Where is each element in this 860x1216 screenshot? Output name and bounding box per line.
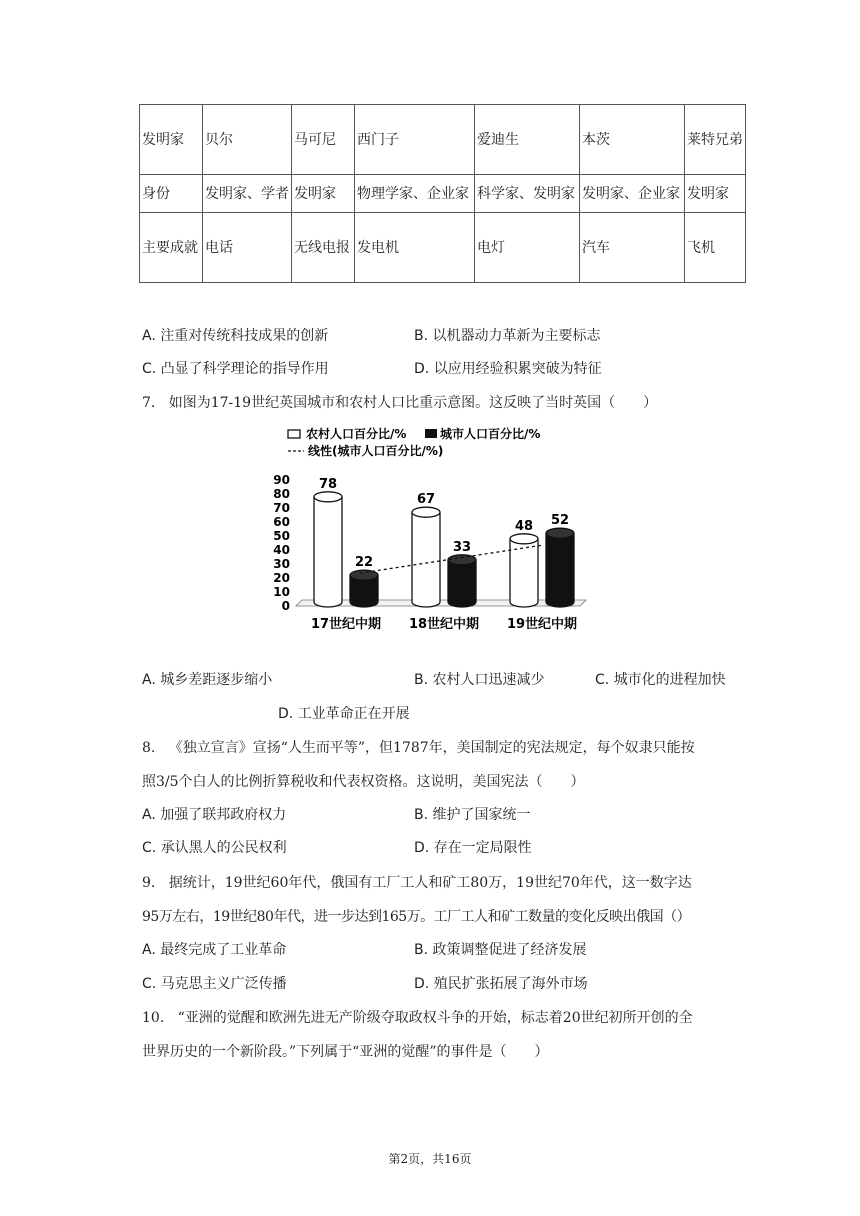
table-cell: 汽车 (580, 213, 685, 283)
option-text: 城乡差距逐步缩小 (160, 672, 273, 688)
bar-top-urban-1 (448, 555, 476, 565)
q6-option-b[interactable] (414, 326, 601, 346)
data-label-rural-0: 78 (318, 476, 338, 492)
bar-top-rural-1 (412, 507, 440, 517)
question-text: 《独立宣言》宣扬“人生而平等”，但1787年，美国制定的宪法规定，每个奴隶只能按 (168, 740, 695, 756)
option-text: 注重对传统科技成果的创新 (160, 328, 329, 344)
table-cell: 发明家 (292, 175, 355, 213)
option-text: 以应用经验积累突破为特征 (433, 361, 602, 377)
legend-label-urban: 城市人口百分比/% (440, 427, 541, 441)
y-tick-label-9: 90 (273, 473, 290, 487)
question-text: 据统计，19世纪60年代，俄国有工厂工人和矿工80万，19世纪70年代，这一数字达 (168, 875, 692, 891)
q9-option-c[interactable] (142, 974, 287, 994)
option-letter: D. (414, 976, 430, 992)
option-text: 存在一定局限性 (433, 840, 532, 856)
q8-option-d[interactable] (414, 838, 532, 858)
bar-top-rural-2 (510, 534, 538, 544)
table-cell: 物理学家、企业家 (355, 175, 475, 213)
option-letter: A. (142, 942, 156, 958)
q8-stem-line2: 照3/5个白人的比例折算税收和代表权资格。这说明，美国宪法（ ） (142, 774, 585, 790)
question-text: 如图为17-19世纪英国城市和农村人口比重示意图。这反映了当时英国（ ） (168, 395, 658, 411)
y-tick-label-7: 70 (273, 501, 290, 515)
table-head-cell: 发明家 (140, 105, 203, 175)
q9-option-b[interactable] (414, 940, 587, 960)
option-letter: D. (278, 706, 294, 722)
y-tick-label-5: 50 (273, 529, 290, 543)
q9-option-a[interactable] (142, 940, 286, 960)
table-row (140, 213, 746, 283)
table-cell: 电话 (203, 213, 292, 283)
option-text: 最终完成了工业革命 (160, 942, 287, 958)
q9-stem-line1 (142, 873, 692, 893)
q9-stem-line2: 95万左右，19世纪80年代，进一步达到165万。工厂工人和矿工数量的变化反映出俄国（） (142, 909, 691, 925)
table-cell: 无线电报 (292, 213, 355, 283)
y-tick-label-3: 30 (273, 557, 290, 571)
table-cell: 电灯 (475, 213, 580, 283)
q8-option-a[interactable] (142, 805, 286, 825)
table-row (140, 105, 746, 175)
question-number: 8. (142, 740, 156, 756)
q9-option-d[interactable] (414, 974, 588, 994)
table-cell: 飞机 (685, 213, 746, 283)
option-text: 承认黑人的公民权利 (160, 840, 287, 856)
table-head-cell: 主要成就 (140, 213, 203, 283)
y-tick-label-6: 60 (273, 515, 290, 529)
legend-label-trend: 线性(城市人口百分比/%) (308, 444, 444, 458)
option-text: 加强了联邦政府权力 (160, 807, 287, 823)
legend-label-rural: 农村人口百分比/% (306, 427, 407, 441)
y-tick-label-8: 80 (273, 487, 290, 501)
table-cell: 爱迪生 (475, 105, 580, 175)
q7-stem (142, 393, 657, 413)
data-label-urban-2: 52 (550, 513, 570, 529)
option-letter: A. (142, 672, 156, 688)
x-tick-label-1: 18世纪中期 (408, 617, 480, 632)
option-letter: B. (414, 942, 429, 958)
option-letter: B. (414, 672, 429, 688)
option-letter: C. (595, 672, 610, 688)
bar-top-rural-0 (314, 492, 342, 502)
table-cell: 贝尔 (203, 105, 292, 175)
q6-option-d[interactable] (414, 359, 602, 379)
table-row (140, 175, 746, 213)
option-letter: C. (142, 976, 157, 992)
page-footer: 第2页，共16页 (388, 1152, 472, 1166)
table-cell: 发电机 (355, 213, 475, 283)
q8-stem-line1 (142, 738, 695, 758)
data-label-rural-2: 48 (514, 518, 534, 534)
table-cell: 本茨 (580, 105, 685, 175)
question-number: 7. (142, 395, 156, 411)
option-text: 马克思主义广泛传播 (160, 976, 287, 992)
option-text: 凸显了科学理论的指导作用 (160, 361, 329, 377)
q8-option-b[interactable] (414, 805, 531, 825)
option-text: 城市化的进程加快 (613, 672, 726, 688)
q7-option-a[interactable] (142, 670, 272, 690)
q10-stem-line2: 世界历史的一个新阶段。”下列属于“亚洲的觉醒”的事件是（ ） (142, 1044, 549, 1060)
option-letter: B. (414, 807, 429, 823)
option-text: 殖民扩张拓展了海外市场 (433, 976, 588, 992)
option-text: 以机器动力革新为主要标志 (432, 328, 601, 344)
y-tick-label-0: 0 (281, 599, 290, 613)
bar-urban-2 (546, 533, 574, 607)
q7-option-b[interactable] (414, 670, 545, 690)
option-text: 工业革命正在开展 (297, 706, 410, 722)
bar-top-urban-2 (546, 528, 574, 538)
data-label-urban-0: 22 (354, 555, 374, 571)
table-cell: 发明家、企业家 (580, 175, 685, 213)
legend-swatch-urban (425, 429, 437, 438)
q6-option-c[interactable] (142, 359, 329, 379)
table-cell: 马可尼 (292, 105, 355, 175)
option-text: 农村人口迅速减少 (432, 672, 545, 688)
y-tick-label-1: 10 (273, 585, 290, 599)
option-letter: A. (142, 328, 156, 344)
question-number: 10. (142, 1010, 165, 1026)
option-letter: A. (142, 807, 156, 823)
bar-rural-1 (412, 512, 440, 607)
bar-rural-0 (314, 497, 342, 607)
option-letter: C. (142, 361, 157, 377)
x-tick-label-0: 17世纪中期 (310, 617, 382, 632)
q7-option-c[interactable] (595, 670, 726, 690)
table-cell: 西门子 (355, 105, 475, 175)
q8-option-c[interactable] (142, 838, 287, 858)
option-text: 政策调整促进了经济发展 (432, 942, 587, 958)
bar-urban-1 (448, 560, 476, 607)
q6-option-a[interactable] (142, 326, 328, 346)
y-tick-label-4: 40 (273, 543, 290, 557)
data-label-urban-1: 33 (452, 539, 472, 555)
x-tick-label-2: 19世纪中期 (506, 617, 578, 632)
q10-stem-line1 (142, 1008, 693, 1028)
table-cell: 莱特兄弟 (685, 105, 746, 175)
table-cell: 发明家、学者 (203, 175, 292, 213)
legend-swatch-rural (288, 430, 300, 438)
option-letter: B. (414, 328, 429, 344)
population-chart (262, 418, 592, 636)
table-head-cell: 身份 (140, 175, 203, 213)
option-letter: D. (414, 840, 430, 856)
option-letter: C. (142, 840, 157, 856)
option-text: 维护了国家统一 (432, 807, 531, 823)
question-text: “亚洲的觉醒和欧洲先进无产阶级夺取政权斗争的开始，标志着20世纪初所开创的全 (177, 1010, 693, 1026)
table-cell: 科学家、发明家 (475, 175, 580, 213)
q7-option-d[interactable] (278, 704, 410, 724)
data-label-rural-1: 67 (416, 492, 436, 508)
option-letter: D. (414, 361, 430, 377)
inventor-table (139, 104, 746, 283)
table-cell: 发明家 (685, 175, 746, 213)
question-number: 9. (142, 875, 156, 891)
y-tick-label-2: 20 (273, 571, 290, 585)
